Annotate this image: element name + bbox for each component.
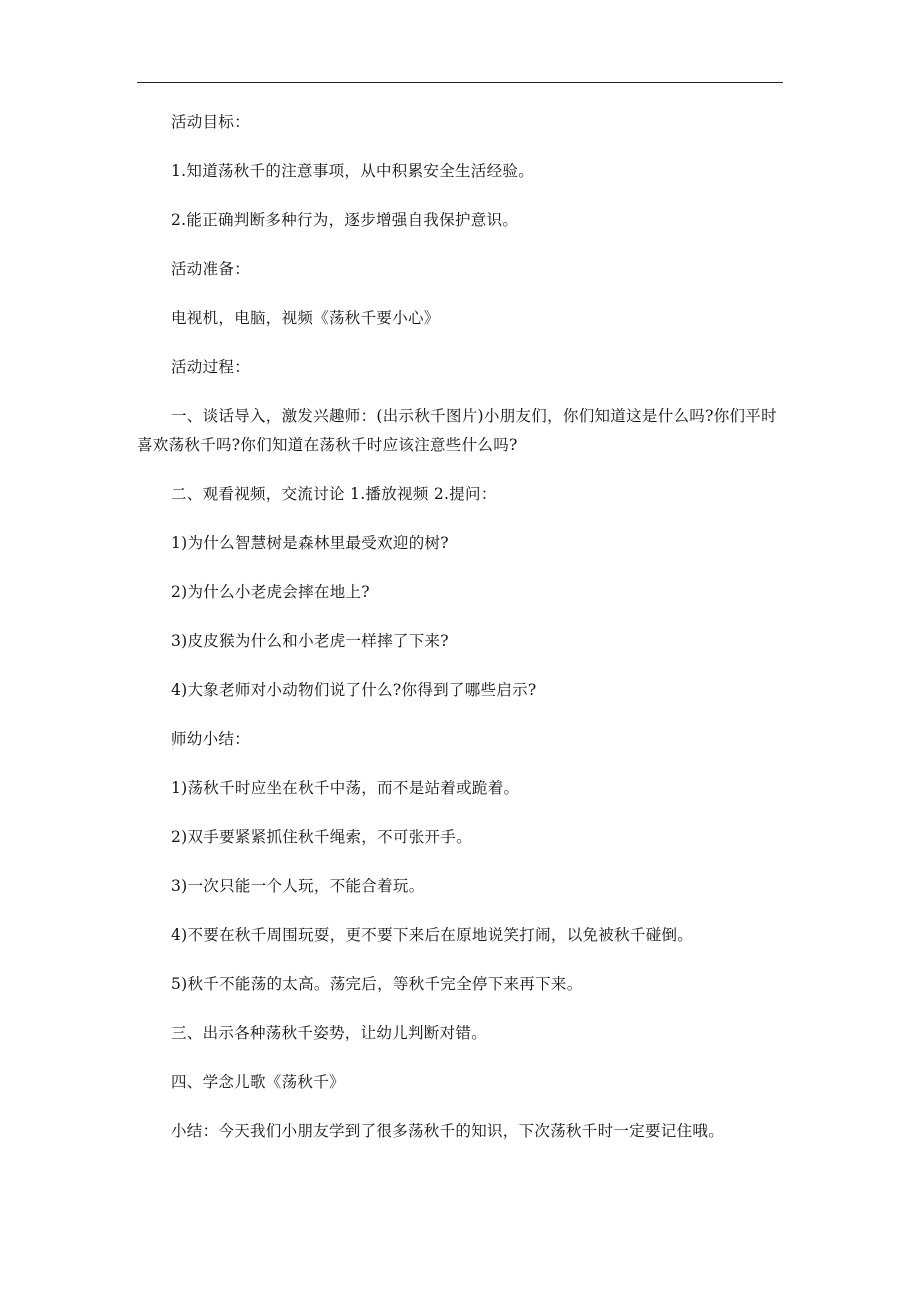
heading-summary: 师幼小结： <box>171 730 251 748</box>
process-step: 一、谈话导入，激发兴趣师：(出示秋千图片)小朋友们，你们知道这是什么吗?你们平时喜欢荡秋千吗?你们知道在荡秋千时应该注意些什么吗? <box>137 407 777 454</box>
question-item: 2)为什么小老虎会摔在地上? <box>171 583 370 601</box>
header-rule <box>137 82 783 83</box>
process-step: 二、观看视频，交流讨论 1.播放视频 2.提问： <box>171 485 497 503</box>
summary-item: 4)不要在秋千周围玩耍，更不要下来后在原地说笑打闹，以免被秋千碰倒。 <box>171 926 694 944</box>
summary-item: 2)双手要紧紧抓住秋千绳索，不可张开手。 <box>171 828 472 846</box>
question-item: 1)为什么智慧树是森林里最受欢迎的树? <box>171 534 449 552</box>
summary-item: 3)一次只能一个人玩，不能合着玩。 <box>171 877 425 895</box>
question-item: 4)大象老师对小动物们说了什么?你得到了哪些启示? <box>171 681 537 699</box>
process-step: 四、学念儿歌《荡秋千》 <box>171 1073 345 1091</box>
goal-item: 1.知道荡秋千的注意事项，从中积累安全生活经验。 <box>171 162 534 180</box>
document-body <box>137 108 783 1166</box>
goal-item: 2.能正确判断多种行为，逐步增强自我保护意识。 <box>171 211 519 229</box>
heading-goals: 活动目标： <box>171 113 251 131</box>
summary-item: 5)秋千不能荡的太高。荡完后，等秋千完全停下来再下来。 <box>171 975 583 993</box>
closing-summary: 小结：今天我们小朋友学到了很多荡秋千的知识，下次荡秋千时一定要记住哦。 <box>171 1122 725 1140</box>
heading-preparation: 活动准备： <box>171 260 251 278</box>
summary-item: 1)荡秋千时应坐在秋千中荡，而不是站着或跪着。 <box>171 779 520 797</box>
process-step: 三、出示各种荡秋千姿势，让幼儿判断对错。 <box>171 1024 488 1042</box>
question-item: 3)皮皮猴为什么和小老虎一样摔了下来? <box>171 632 449 650</box>
heading-process: 活动过程： <box>171 358 251 376</box>
preparation-text: 电视机，电脑，视频《荡秋千要小心》 <box>171 309 440 327</box>
